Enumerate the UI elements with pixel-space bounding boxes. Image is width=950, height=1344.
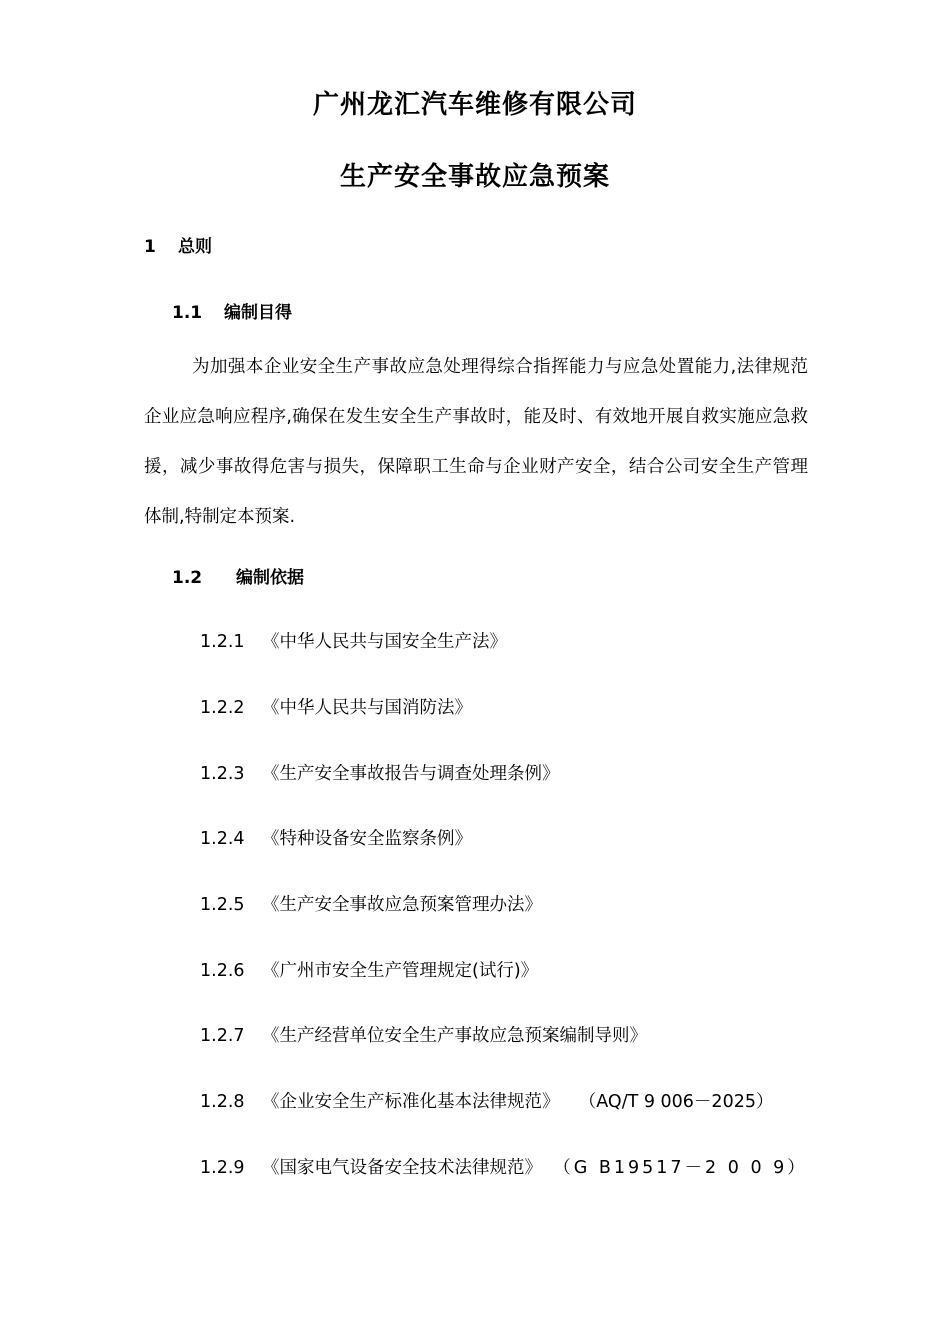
plan-title: 生产安全事故应急预案 — [339, 162, 610, 192]
reference-number: 1.2.8 — [200, 1092, 245, 1112]
reference-item — [200, 1088, 773, 1113]
section-1-2-number: 1.2 — [172, 568, 203, 588]
reference-item — [200, 694, 472, 719]
reference-title: 《生产安全事故应急预案管理办法》 — [262, 895, 542, 915]
reference-item — [200, 1154, 808, 1179]
reference-title: 《特种设备安全监察条例》 — [262, 829, 472, 849]
section-1-2-title: 编制依据 — [236, 568, 304, 588]
reference-item — [200, 957, 538, 982]
section-1-number: 1 — [144, 237, 156, 257]
section-1-heading — [144, 232, 212, 257]
reference-number: 1.2.9 — [200, 1158, 245, 1178]
reference-number: 1.2.4 — [200, 829, 245, 849]
company-title: 广州龙汇汽车维修有限公司 — [312, 90, 637, 120]
reference-number: 1.2.7 — [200, 1026, 245, 1046]
reference-title: 《国家电气设备安全技术法律规范》 — [262, 1158, 542, 1178]
reference-title: 《企业安全生产标准化基本法律规范》 — [262, 1092, 560, 1112]
section-1-1-heading — [172, 298, 292, 323]
section-1-1-number: 1.1 — [172, 303, 203, 323]
reference-item — [200, 760, 560, 785]
reference-standard-code: （AQ/T 9 006－2025） — [587, 1092, 774, 1112]
reference-title: 《中华人民共与国消防法》 — [262, 698, 472, 718]
reference-standard-code: （G B19517－2 0 0 9） — [562, 1158, 808, 1178]
reference-title: 《广州市安全生产管理规定(试行)》 — [262, 961, 539, 981]
section-1-2-heading — [172, 563, 304, 588]
reference-item — [200, 891, 542, 916]
reference-title: 《生产经营单位安全生产事故应急预案编制导则》 — [262, 1026, 647, 1046]
reference-number: 1.2.3 — [200, 764, 245, 784]
reference-title: 《生产安全事故报告与调查处理条例》 — [262, 764, 560, 784]
reference-item — [200, 825, 472, 850]
purpose-paragraph: 为加强本企业安全生产事故应急处理得综合指挥能力与应急处置能力,法律规范企业应急响应程序,确保在发生安全生产事故时，能及时、有效地开展自救实施应急救援，减少事故得危害与损失，保障职工生命与企业财产安全，结合公司安全生产管理体制,特制定本预案. — [144, 357, 808, 527]
reference-title: 《中华人民共与国安全生产法》 — [262, 632, 507, 652]
reference-item — [200, 628, 507, 653]
section-1-title: 总则 — [178, 237, 212, 257]
reference-number: 1.2.5 — [200, 895, 245, 915]
reference-number: 1.2.2 — [200, 698, 245, 718]
section-1-1-title: 编制目得 — [224, 303, 292, 323]
reference-number: 1.2.1 — [200, 632, 245, 652]
reference-number: 1.2.6 — [200, 961, 245, 981]
reference-item — [200, 1022, 647, 1047]
